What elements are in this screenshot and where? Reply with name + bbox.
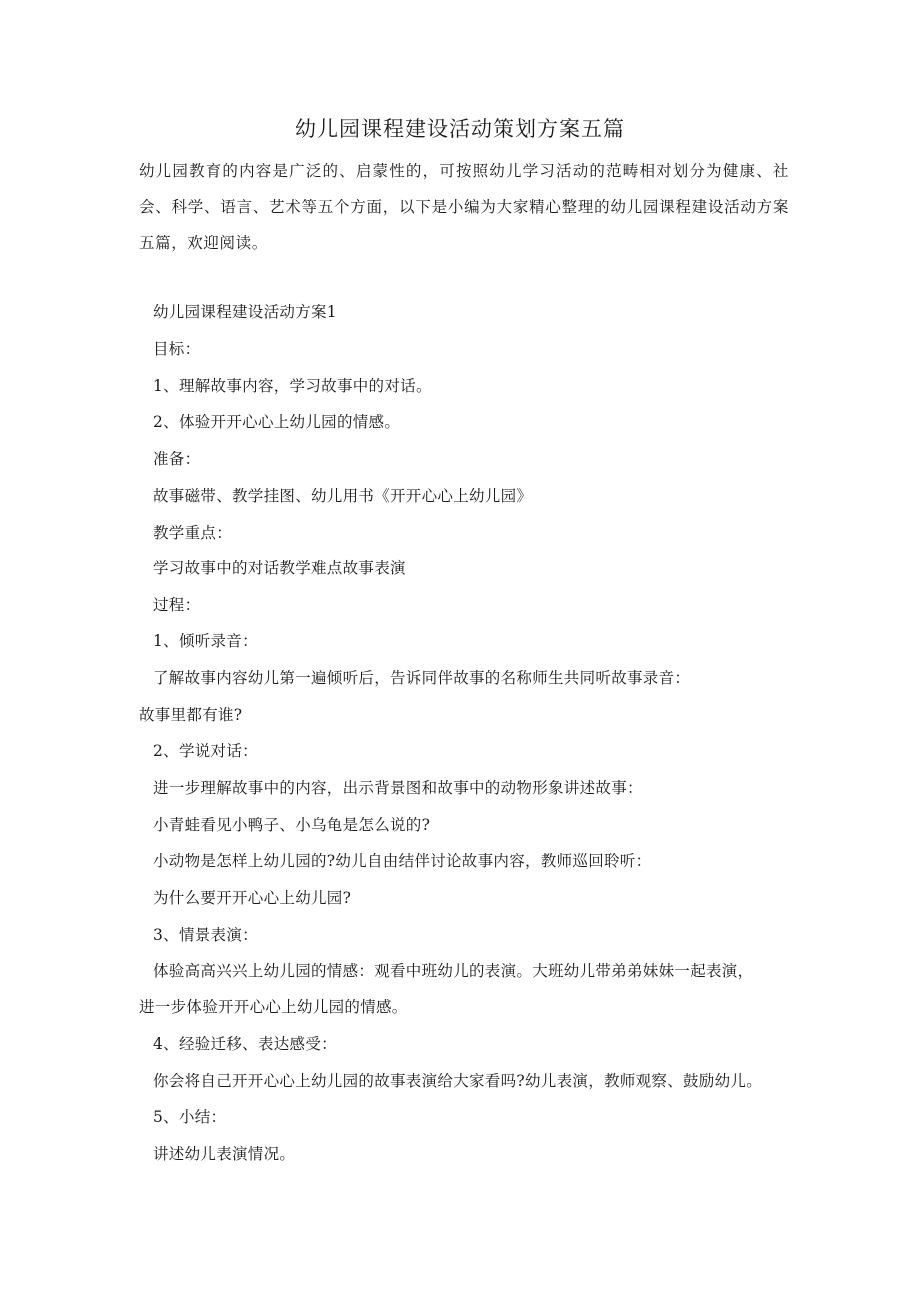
text-line: 学习故事中的对话教学难点故事表演	[153, 559, 406, 577]
text-line: 教学重点：	[153, 524, 233, 542]
text-line: 目标：	[153, 340, 201, 358]
text-line: 2、学说对话：	[153, 742, 258, 760]
text-line: 小动物是怎样上幼儿园的?幼儿自由结伴讨论故事内容，教师巡回聆听：	[153, 852, 652, 870]
text-line: 为什么要开开心心上幼儿园?	[153, 889, 352, 907]
text-line: 讲述幼儿表演情况。	[153, 1145, 296, 1163]
text-line: 2、体验开开心心上幼儿园的情感。	[153, 413, 401, 431]
text-line: 1、理解故事内容，学习故事中的对话。	[153, 377, 432, 395]
text-line: 5、小结：	[153, 1108, 227, 1126]
text-line: 你会将自己开开心心上幼儿园的故事表演给大家看吗?幼儿表演，教师观察、鼓励幼儿。	[153, 1072, 763, 1090]
text-line: 进一步理解故事中的内容，出示背景图和故事中的动物形象讲述故事：	[153, 779, 643, 797]
text-line: 3、情景表演：	[153, 926, 258, 944]
text-line: 故事里都有谁?	[139, 706, 243, 724]
intro-paragraph: 幼儿园教育的内容是广泛的、启蒙性的，可按照幼儿学习活动的范畴相对划分为健康、社会、科学、语言、艺术等五个方面，以下是小编为大家精心整理的幼儿园课程建设活动方案五篇，欢迎阅读。	[139, 162, 789, 252]
text-line: 小青蛙看见小鸭子、小乌龟是怎么说的?	[153, 816, 431, 834]
text-line: 体验高高兴兴上幼儿园的情感：观看中班幼儿的表演。大班幼儿带弟弟妹妹一起表演，	[153, 962, 754, 980]
text-line: 准备：	[153, 450, 201, 468]
section-heading: 幼儿园课程建设活动方案1	[153, 303, 337, 321]
text-line: 了解故事内容幼儿第一遍倾听后，告诉同伴故事的名称师生共同听故事录音：	[153, 669, 691, 687]
text-line: 故事磁带、教学挂图、幼儿用书《开开心心上幼儿园》	[153, 487, 533, 505]
text-line: 4、经验迁移、表达感受：	[153, 1035, 337, 1053]
document-title: 幼儿园课程建设活动策划方案五篇	[295, 117, 625, 141]
text-line: 1、倾听录音：	[153, 632, 258, 650]
text-line: 进一步体验开开心心上幼儿园的情感。	[139, 998, 408, 1016]
text-line: 过程：	[153, 596, 201, 614]
